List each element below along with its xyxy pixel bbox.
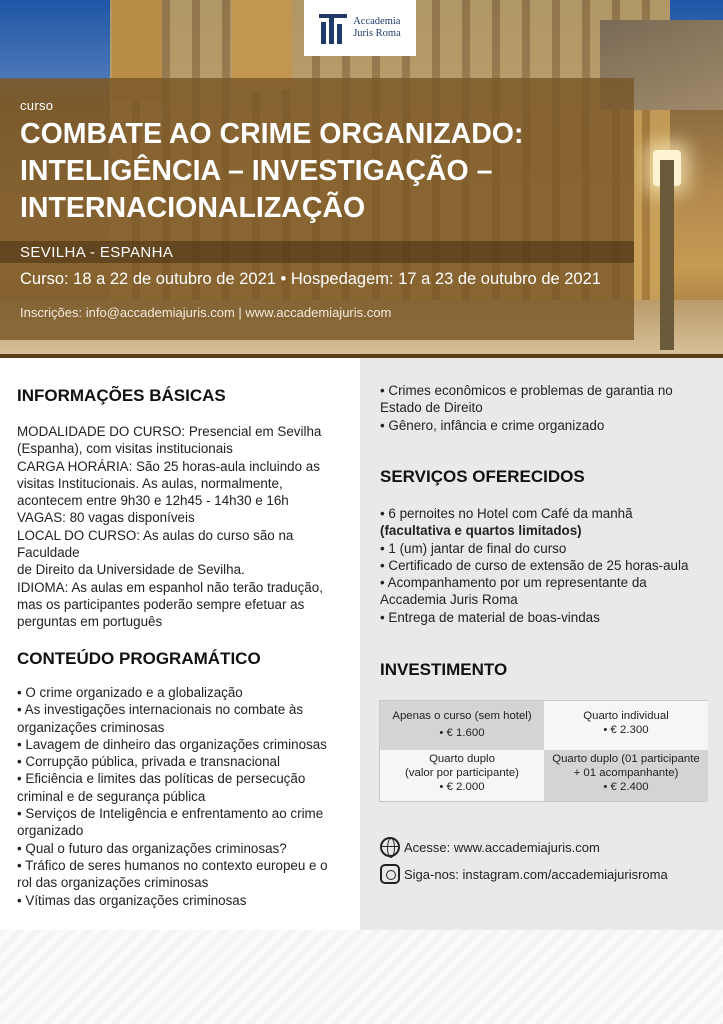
list-item: criminal e de segurança pública xyxy=(17,788,206,804)
price-cell xyxy=(544,701,708,750)
logo-line-1: Accademia xyxy=(353,16,401,27)
text-line: mas os participantes poderão sempre efetuar as xyxy=(17,596,305,612)
course-kicker: curso xyxy=(20,98,54,113)
list-item: • Vítimas das organizações criminosas xyxy=(17,892,247,908)
list-item: Estado de Direito xyxy=(380,400,483,416)
investment-heading: INVESTIMENTO xyxy=(380,660,508,679)
title-line: COMBATE AO CRIME ORGANIZADO: xyxy=(20,118,524,150)
list-item: rol das organizações criminosas xyxy=(17,875,209,891)
lamp-post xyxy=(660,160,674,350)
list-item: • Qual o futuro das organizações criminosas? xyxy=(17,840,287,856)
services-heading: SERVIÇOS OFERECIDOS xyxy=(380,467,585,486)
title-line: INTELIGÊNCIA – INVESTIGAÇÃO – xyxy=(20,155,493,187)
instagram-text: Siga-nos: instagram.com/accademiajurisroma xyxy=(404,866,668,882)
logo-line-2: Juris Roma xyxy=(353,28,401,39)
price-label: Quarto duplo xyxy=(429,753,495,765)
list-item: • Entrega de material de boas-vindas xyxy=(380,609,600,625)
course-dates: Curso: 18 a 22 de outubro de 2021 • Hospedagem: 17 a 23 de outubro de 2021 xyxy=(20,270,601,288)
list-item: • Crimes econômicos e problemas de garantia no xyxy=(380,383,673,398)
text-line: visitas Institucionais. As aulas, normalmente, xyxy=(17,475,283,491)
list-item: • Lavagem de dinheiro das organizações criminosas xyxy=(17,736,327,752)
text-line: (Espanha), com visitas institucionais xyxy=(17,441,233,457)
price-label-note: + 01 acompanhante) xyxy=(573,767,679,779)
list-item: • O crime organizado e a globalização xyxy=(17,685,243,700)
list-item: organizado xyxy=(17,823,84,839)
price-value: • € 2.300 xyxy=(603,724,649,736)
text-line: acontecem entre 9h30 e 12h45 - 14h30 e 16h xyxy=(17,493,289,509)
list-item: • Acompanhamento por um representante da xyxy=(380,575,647,591)
text-line: MODALIDADE DO CURSO: Presencial em Sevilha xyxy=(17,424,322,439)
price-cell xyxy=(380,750,544,801)
website-link[interactable] xyxy=(380,837,600,857)
price-label: Quarto individual xyxy=(583,710,669,722)
text-line: CARGA HORÁRIA: São 25 horas-aula incluindo as xyxy=(17,458,320,474)
logo-columns-icon xyxy=(319,12,349,44)
list-item: Accademia Juris Roma xyxy=(380,592,518,608)
program-list xyxy=(17,684,352,909)
text-line: VAGAS: 80 vagas disponíveis xyxy=(17,510,195,526)
price-cell xyxy=(544,750,708,801)
registration-contact: Inscrições: info@accademiajuris.com | www.accademiajuris.com xyxy=(20,305,392,320)
list-item: • As investigações internacionais no combate às xyxy=(17,702,304,718)
text-line: perguntas em português xyxy=(17,614,163,630)
title-line: INTERNACIONALIZAÇÃO xyxy=(20,192,366,224)
price-label-note: (valor por participante) xyxy=(405,767,519,779)
text-line: IDIOMA: As aulas em espanhol não terão tradução, xyxy=(17,579,323,595)
list-item: • 1 (um) jantar de final do curso xyxy=(380,540,567,556)
instagram-link[interactable] xyxy=(380,864,668,884)
list-item: • Gênero, infância e crime organizado xyxy=(380,417,605,433)
price-value: • € 2.000 xyxy=(439,781,485,793)
tower-right xyxy=(232,0,292,90)
globe-icon xyxy=(380,837,400,857)
basic-info-heading: INFORMAÇÕES BÁSICAS xyxy=(17,386,226,405)
price-value: • € 1.600 xyxy=(439,727,485,739)
logo xyxy=(304,0,416,56)
list-item: • Certificado de curso de extensão de 25 horas-aula xyxy=(380,557,689,573)
list-item: • Eficiência e limites das políticas de persecução xyxy=(17,771,306,787)
course-title xyxy=(20,116,620,227)
list-item: • Corrupção pública, privada e transnacional xyxy=(17,754,280,770)
program-heading: CONTEÚDO PROGRAMÁTICO xyxy=(17,649,261,668)
price-label: Quarto duplo (01 participante xyxy=(552,753,700,765)
list-item: • Serviços de Inteligência e enfrentamento ao crime xyxy=(17,806,324,822)
program-list-continued xyxy=(380,382,710,434)
services-list xyxy=(380,505,713,626)
website-text: Acesse: www.accademiajuris.com xyxy=(404,839,600,855)
logo-text xyxy=(353,16,401,40)
instagram-icon xyxy=(380,864,400,884)
list-item: • Tráfico de seres humanos no contexto europeu e o xyxy=(17,857,328,873)
list-item-note: (facultativa e quartos limitados) xyxy=(380,523,582,539)
list-item: • 6 pernoites no Hotel com Café da manhã xyxy=(380,506,633,521)
price-value: • € 2.400 xyxy=(603,781,649,793)
basic-info-text xyxy=(17,423,352,631)
list-item: organizações criminosas xyxy=(17,719,165,735)
price-cell xyxy=(380,701,544,750)
pricing-table xyxy=(379,700,707,802)
text-line: LOCAL DO CURSO: As aulas do curso são na Faculdade xyxy=(17,527,294,561)
price-label: Apenas o curso (sem hotel) xyxy=(392,710,532,722)
course-city: SEVILHA - ESPANHA xyxy=(20,244,174,261)
footer-pattern xyxy=(0,930,723,1024)
text-line: de Direito da Universidade de Sevilha. xyxy=(17,562,245,578)
